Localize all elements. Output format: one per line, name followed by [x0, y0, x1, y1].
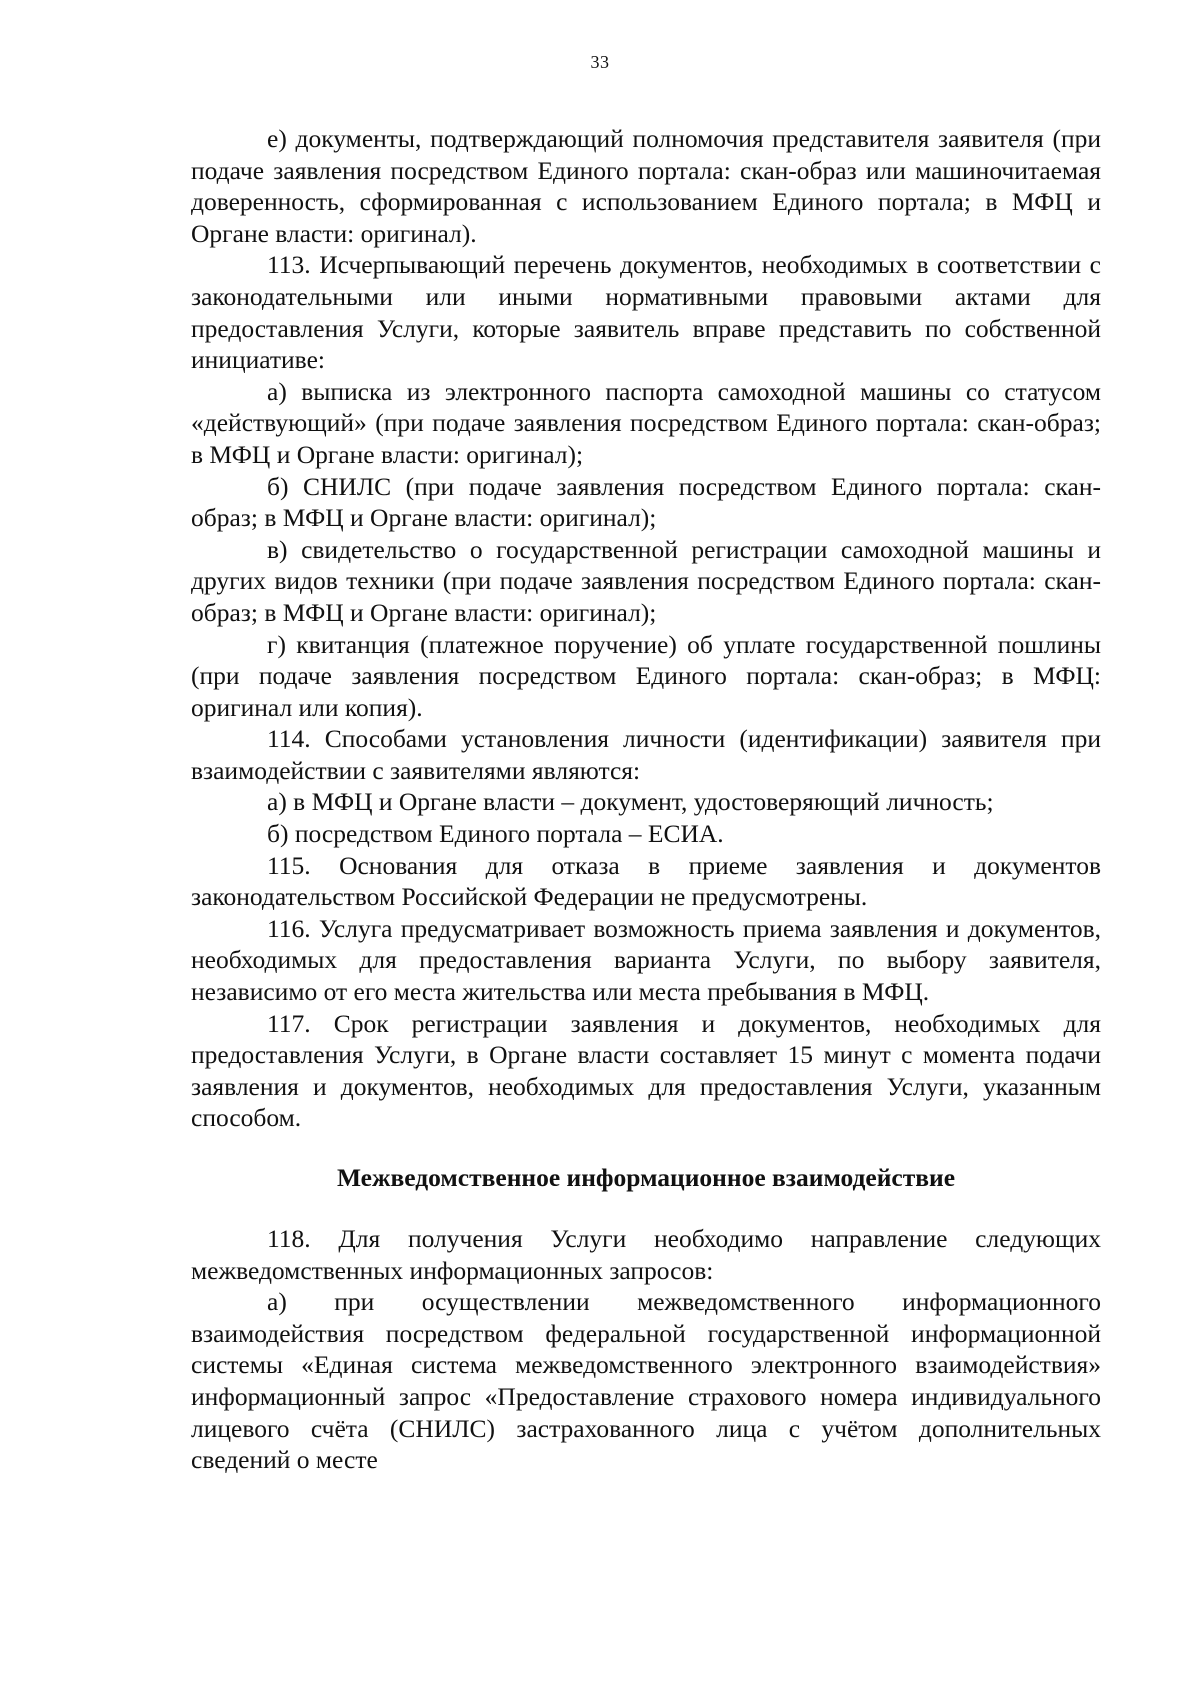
paragraph-118: 118. Для получения Услуги необходимо направление следующих межведомственных информационных запросов: [191, 1224, 1101, 1285]
paragraph-114: 114. Способами установления личности (идентификации) заявителя при взаимодействии с заявителями являются: [191, 724, 1101, 785]
paragraph-117: 117. Срок регистрации заявления и документов, необходимых для предоставления Услуги, в Органе власти составляет 15 минут с момента подачи заявления и документов, необходимых для предоставления Услуги, указанным способом. [191, 1008, 1101, 1133]
paragraph-115: 115. Основания для отказа в приеме заявления и документов законодательством Российской Федерации не предусмотрены. [191, 850, 1101, 912]
paragraph-113-a: а) выписка из электронного паспорта самоходной машины со статусом «действующий» (при подаче заявления посредством Единого портала: скан-образ; в МФЦ и Органе власти: оригинал); [191, 376, 1101, 469]
paragraph-113-g: г) квитанция (платежное поручение) об уплате государственной пошлины (при подаче заявления посредством Единого портала: скан-образ; в МФЦ: оригинал или копия). [191, 629, 1101, 722]
paragraph-113-v: в) свидетельство о государственной регистрации самоходной машины и других видов техники (при подаче заявления посредством Единого портала: скан-образ; в МФЦ и Органе власти: оригинал); [191, 534, 1101, 627]
paragraph-118-a: а) при осуществлении межведомственного информационного взаимодействия посредством федеральной государственной информационной системы «Единая система межведомственного электронного взаимодействия» информационный запрос «Предоставление страхового номера индивидуального лицевого счёта (СНИЛС) застрахованного лица с учётом дополнительных сведений о месте [191, 1287, 1101, 1475]
page-number: 33 [590, 52, 610, 72]
paragraph-113-b: б) СНИЛС (при подаче заявления посредством Единого портала: скан-образ; в МФЦ и Органе власти: оригинал); [191, 471, 1101, 533]
paragraph-e-representative-documents: е) документы, подтверждающий полномочия представителя заявителя (при подаче заявления посредством Единого портала: скан-образ или машиночитаемая доверенность, сформированная с использованием Единого портала; в МФЦ и Органе власти: оригинал). [191, 124, 1101, 248]
paragraph-113: 113. Исчерпывающий перечень документов, необходимых в соответствии с законодательными или иными нормативными правовыми актами для предоставления Услуги, которые заявитель вправе представить по собственной инициативе: [191, 250, 1101, 375]
document-body [191, 123, 1101, 1476]
paragraph-114-a: а) в МФЦ и Органе власти – документ, удостоверяющий личность; [267, 787, 994, 817]
section-heading: Межведомственное информационное взаимодействие [336, 1163, 956, 1192]
paragraph-116: 116. Услуга предусматривает возможность приема заявления и документов, необходимых для предоставления варианта Услуги, по выбору заявителя, независимо от его места жительства или места пребывания в МФЦ. [191, 913, 1101, 1007]
paragraph-114-b: б) посредством Единого портала – ЕСИА. [267, 819, 724, 849]
